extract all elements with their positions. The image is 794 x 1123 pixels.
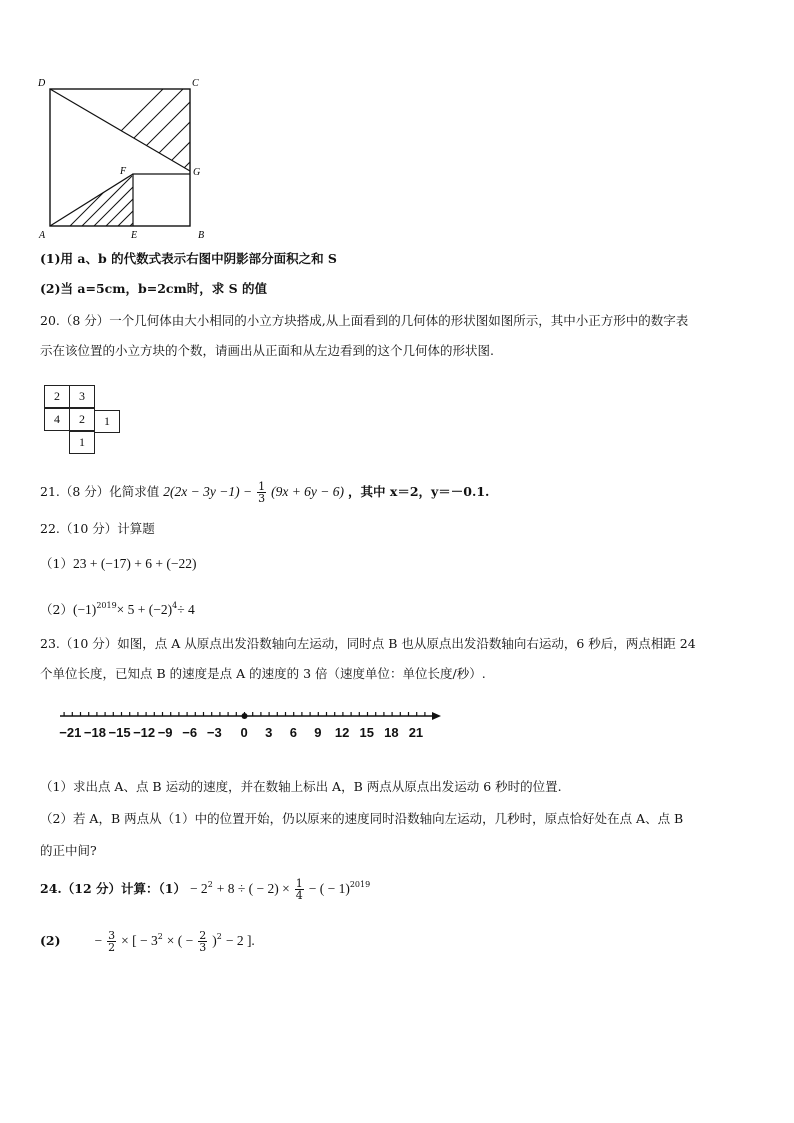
geometry-figure	[30, 72, 220, 244]
number-line-label: 18	[384, 725, 399, 740]
grid-cell: 1	[69, 431, 95, 454]
q19-part1: (1)用 a、b 的代数式表示右图中阴影部分面积之和 S	[40, 251, 337, 266]
number-line-label: 15	[359, 725, 374, 740]
q23-part2b: 的正中间?	[40, 843, 97, 858]
number-line-label: 0	[240, 725, 248, 740]
hatch-bottom	[60, 176, 180, 236]
number-line-label: 12	[334, 725, 350, 740]
label-a: A	[39, 230, 46, 241]
number-line	[55, 705, 455, 725]
number-line-label: −12	[133, 725, 156, 740]
label-e: E	[131, 230, 138, 241]
q20-line1: 20.（8 分）一个几何体由大小相同的小立方块搭成,从上面看到的几何体的形状图如图所示，其中小正方形中的数字表	[40, 313, 689, 328]
label-g: G	[193, 167, 201, 178]
q21-suffix: ，其中 x＝2，y＝－0.1.	[348, 484, 490, 499]
q23-part2a: （2）若 A，B 两点从（1）中的位置开始，仍以原来的速度同时沿数轴向左运动，几秒时，原点恰好处在点 A、点 B	[40, 811, 684, 826]
number-line-label: −9	[157, 725, 173, 740]
line-dg	[50, 89, 190, 171]
inner-square	[133, 174, 190, 226]
label-c: C	[192, 78, 199, 89]
q21-fraction: $\frac{1}{3}$	[258, 480, 266, 505]
q22-part2: $(2)(-1)^{2019}\times 5 + (-2)^4\div 4$	[40, 601, 195, 617]
grid-cell: 3	[69, 385, 95, 408]
label-f: F	[120, 166, 127, 177]
number-line-label: 6	[289, 725, 297, 740]
origin-dot	[242, 713, 248, 719]
q19-part2: (2)当 a=5cm，b=2cm时，求 S 的值	[40, 281, 267, 296]
q24-part2: (2) − $\frac{3}{2}$ × [ − $3^2$ × ( − $\frac{2}{3}$ )$^2$ − 2 ].	[40, 929, 255, 954]
label-d: D	[38, 78, 46, 89]
q23-part1: （1）求出点 A、点 B 运动的速度，并在数轴上标出 A，B 两点从原点出发运动 6 秒时的位置.	[40, 779, 562, 794]
q24-title: 24.（12 分）计算：（1）	[40, 881, 186, 896]
q23-line1: 23.（10 分）如图，点 A 从原点出发沿数轴向左运动，同时点 B 也从原点出发沿数轴向右运动，6 秒后，两点相距 24	[40, 636, 696, 651]
q22-part1: （1）23 + (−17) + 6 + (−22)	[40, 556, 197, 571]
grid-cell: 4	[44, 408, 70, 431]
number-line-label: −18	[83, 725, 106, 740]
q20-line2: 示在该位置的小立方块的个数，请画出从正面和从左边看到的这个几何体的形状图.	[40, 343, 494, 358]
outer-square	[50, 89, 190, 226]
grid-cell: 1	[94, 410, 120, 433]
q22-expr1: 23 + (−17) + 6 + (−22)	[72, 556, 197, 571]
grid-cell: 2	[69, 408, 95, 431]
grid-cell: 2	[44, 385, 70, 408]
q22-title: 22.（10 分）计算题	[40, 521, 155, 536]
number-line-label: 9	[314, 725, 322, 740]
q21-prefix: 21.（8 分）化简求值	[40, 484, 160, 499]
number-line-label: −6	[182, 725, 198, 740]
number-line-label: −21	[59, 725, 82, 740]
number-line-label: −15	[108, 725, 131, 740]
number-line-label: 21	[408, 725, 424, 740]
q24-part1: 24.（12 分）计算：$(1) - 2^2 + 8$ ÷ ( − 2) × $\frac{1}{4}$ − ( − 1)$^{2019}$	[40, 877, 371, 902]
number-line-arrow	[432, 712, 441, 720]
q21-expr2: (9x + 6y − 6)	[271, 484, 345, 499]
q23-line2: 个单位长度，已知点 B 的速度是点 A 的速度的 3 倍（速度单位：单位长度/秒）.	[40, 666, 486, 681]
q21	[40, 481, 489, 504]
number-line-label: −3	[206, 725, 222, 740]
label-b: B	[198, 230, 205, 241]
q21-expr1: 2(2x − 3y −1) −	[163, 484, 253, 499]
number-line-label: 3	[265, 725, 273, 740]
